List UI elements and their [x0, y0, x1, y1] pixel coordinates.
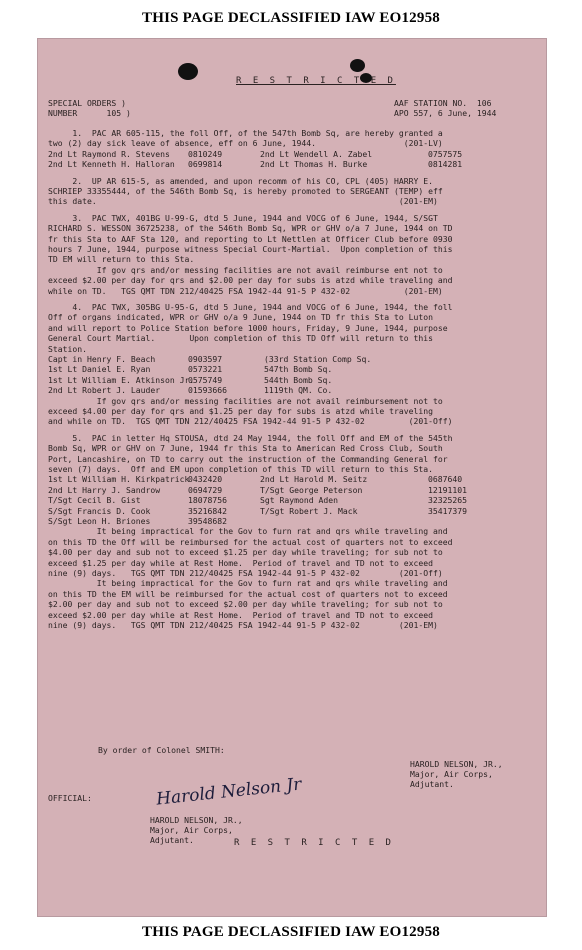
- para5-personnel-cell: S/Sgt Leon H. Briones: [48, 516, 151, 526]
- para5-personnel-cell: 35216842: [188, 505, 227, 516]
- para5-footer-line: $4.00 per day and sub not to exceed $1.25 per day while traveling; for sub not to: [48, 547, 443, 558]
- para5-personnel-cell: 0694729: [188, 484, 223, 495]
- para5-personnel-cell: S/Sgt Francis D. Cook: [48, 505, 151, 516]
- para4-officer-cell: 2nd Lt Robert J. Lauder: [48, 385, 161, 396]
- para5-footer-line: It being impractical for the Gov to furn rat and qrs while traveling and: [48, 526, 448, 537]
- para2-line: this date. (201-EM): [48, 196, 438, 207]
- para5-line: Port, Lancashire, on TD to carry out the instruction of the Commanding General for: [48, 453, 448, 464]
- para5-personnel-cell: 32325265: [428, 495, 467, 506]
- para5-line: Bomb Sq, WPR or GHV on 7 June, 1944 fr this Sta to American Red Cross Club, South: [48, 443, 443, 454]
- handwritten-signature: Harold Nelson Jr: [155, 774, 303, 810]
- para1-officer-cell: 0814281: [428, 159, 463, 170]
- signer-title-right: Adjutant.: [410, 779, 454, 789]
- special-orders-document: [38, 39, 546, 916]
- para5-personnel-cell: 0687640: [428, 474, 463, 485]
- para4-officer-cell: 544th Bomb Sq.: [264, 374, 333, 385]
- para5-line: seven (7) days. Off and EM upon completion of this TD will return to this Sta.: [48, 464, 433, 474]
- para4-officer-cell: Capt in Henry F. Beach: [48, 354, 156, 364]
- para5-personnel-cell: T/Sgt Cecil B. Gist: [48, 495, 141, 506]
- para4-line: General Court Martial. Upon completion of this TD Off will return to this: [48, 333, 433, 344]
- station-number: AAF STATION NO. 106: [394, 98, 492, 108]
- declassified-banner-bottom: THIS PAGE DECLASSIFIED IAW EO12958: [142, 924, 440, 940]
- signer-name-left: HAROLD NELSON, JR.,: [150, 815, 243, 825]
- para3-line: If gov qrs and/or messing facilities are not avail reimburse ent not to: [48, 264, 443, 275]
- para5-personnel-cell: 2nd Lt Harry J. Sandrow: [48, 484, 161, 495]
- para5-footer-line: nine (9) days. TGS QMT TDN 212/40425 FSA 1942-44 91-5 P 432-02 (201-Off): [48, 568, 443, 578]
- para5-personnel-cell: 18078756: [188, 495, 227, 506]
- signer-rank-left: Major, Air Corps,: [150, 825, 233, 835]
- restricted-footer: R E S T R I C T E D: [234, 838, 394, 848]
- para2-line: 2. UP AR 615-5, as amended, and upon recomm of his CO, CPL (405) HARRY E.: [48, 175, 433, 186]
- para4-officer-cell: 01593666: [188, 385, 227, 396]
- para1-line: 1. PAC AR 605-115, the foll Off, of the 547th Bomb Sq, are hereby granted a: [48, 128, 443, 138]
- para1-officer-cell: 0757575: [428, 148, 463, 159]
- para5-personnel-cell: 39548682: [188, 516, 227, 526]
- para4-line: and will report to Police Station before 1000 hours, Friday, 9 June, 1944, purpose: [48, 322, 448, 333]
- para4-officer-cell: 0575749: [188, 374, 223, 385]
- para5-personnel-cell: T/Sgt Robert J. Mack: [260, 505, 358, 516]
- para5-personnel-cell: 1st Lt William H. Kirkpatrick: [48, 474, 190, 485]
- para1-officer-cell: 2nd Lt Raymond R. Stevens: [48, 148, 170, 159]
- para3-line: exceed $2.00 per day for qrs and $2.00 per day for subs is atzd while traveling and: [48, 275, 453, 286]
- para3-line: hours 7 June, 1944, purpose witness Special Court-Martial. Upon completion of this: [48, 244, 453, 254]
- para4-officer-cell: 0573221: [188, 364, 223, 375]
- para4-footer-line: exceed $4.00 per day for qrs and $1.25 per day for subs is atzd while traveling: [48, 406, 433, 416]
- official-label: OFFICIAL:: [48, 793, 92, 803]
- para5-footer-line: It being impractical for the Gov to furn rat and qrs while traveling and: [48, 578, 448, 589]
- para4-officer-cell: 1st Lt Daniel E. Ryan: [48, 364, 151, 375]
- para1-officer-cell: 0810249: [188, 148, 223, 159]
- para4-footer-line: and while on TD. TGS QMT TDN 212/40425 FSA 1942-44 91-5 P 432-02 (201-Off): [48, 416, 453, 427]
- para1-line: two (2) day sick leave of absence, eff on 6 June, 1944. (201-LV): [48, 138, 443, 149]
- signer-rank-right: Major, Air Corps,: [410, 769, 493, 779]
- para5-footer-line: $2.00 per day and sub not to exceed $2.00 per day while traveling; for sub not to: [48, 599, 443, 610]
- para5-footer-line: on this TD the EM will be reimbursed for the actual cost of quarters not to exceed: [48, 588, 448, 599]
- para1-officer-cell: 2nd Lt Thomas H. Burke: [260, 159, 368, 170]
- para5-personnel-cell: 35417379: [428, 505, 467, 516]
- restricted-header: R E S T R I C T E D: [236, 76, 396, 86]
- para4-line: Station.: [48, 343, 87, 354]
- para4-officer-cell: (33rd Station Comp Sq.: [264, 354, 372, 364]
- para5-footer-line: exceed $1.25 per day while at Rest Home. Period of travel and TD not to exceed: [48, 557, 433, 568]
- para5-footer-line: exceed $2.00 per day while at Rest Home. Period of travel and TD not to exceed: [48, 609, 433, 620]
- para3-line: while on TD. TGS QMT TDN 212/40425 FSA 1942-44 91-5 P 432-02 (201-EM): [48, 285, 443, 296]
- para4-line: 4. PAC TWX, 305BG U-95-G, dtd 5 June, 1944 and VOCG of 6 June, 1944, the foll: [48, 302, 453, 312]
- para2-line: SCHRIEP 33355444, of the 546th Bomb Sq, is hereby promoted to SERGEANT (TEMP) eff: [48, 186, 443, 196]
- orders-number: NUMBER 105 ): [48, 108, 131, 118]
- signer-title-left: Adjutant.: [150, 835, 194, 845]
- declassified-banner-top: THIS PAGE DECLASSIFIED IAW EO12958: [142, 10, 440, 26]
- para4-line: Off of organs indicated, WPR or GHV o/a 9 June, 1944 on TD fr this Sta to Luton: [48, 312, 433, 323]
- para5-personnel-cell: 0432420: [188, 474, 223, 485]
- para5-line: 5. PAC in letter Hq STOUSA, dtd 24 May 1944, the foll Off and EM of the 545th: [48, 432, 453, 443]
- para3-line: RICHARD S. WESSON 36725238, of the 546th Bomb Sq, WPR or GHV o/a 7 June, 1944 on TD: [48, 223, 453, 234]
- para3-line: TD EM will return to this Sta.: [48, 254, 195, 265]
- para4-officer-cell: 0903597: [188, 354, 223, 364]
- para1-officer-cell: 2nd Lt Wendell A. Zabel: [260, 148, 373, 159]
- para5-personnel-cell: Sgt Raymond Aden: [260, 495, 338, 506]
- para5-personnel-cell: T/Sgt George Peterson: [260, 484, 363, 495]
- para5-footer-line: nine (9) days. TGS QMT TDN 212/40425 FSA 1942-44 91-5 P 432-02 (201-EM): [48, 620, 438, 630]
- para5-footer-line: on this TD the Off will be reimbursed for the actual cost of quarters not to exceed: [48, 536, 453, 547]
- document-sheet: [37, 38, 547, 917]
- apo-date: APO 557, 6 June, 1944: [394, 108, 497, 118]
- para1-officer-cell: 0699814: [188, 159, 223, 170]
- para4-officer-cell: 1st Lt William E. Atkinson Jr.: [48, 374, 195, 385]
- para5-personnel-cell: 12191101: [428, 484, 467, 495]
- para3-line: fr this Sta to AAF Sta 120, and reporting to Lt Nettlen at Officer Club before 0930: [48, 233, 453, 244]
- by-order-line: By order of Colonel SMITH:: [98, 745, 225, 755]
- para4-officer-cell: 1119th QM. Co.: [264, 385, 333, 396]
- para1-officer-cell: 2nd Lt Kenneth H. Halloran: [48, 159, 175, 170]
- orders-label: SPECIAL ORDERS ): [48, 98, 126, 108]
- signer-name-right: HAROLD NELSON, JR.,: [410, 759, 503, 769]
- para4-officer-cell: 547th Bomb Sq.: [264, 364, 333, 375]
- para4-footer-line: If gov qrs and/or messing facilities are not avail reimbursement not to: [48, 395, 443, 406]
- para5-personnel-cell: 2nd Lt Harold M. Seitz: [260, 474, 368, 485]
- para3-line: 3. PAC TWX, 401BG U-99-G, dtd 5 June, 1944 and VOCG of 6 June, 1944, S/SGT: [48, 212, 438, 223]
